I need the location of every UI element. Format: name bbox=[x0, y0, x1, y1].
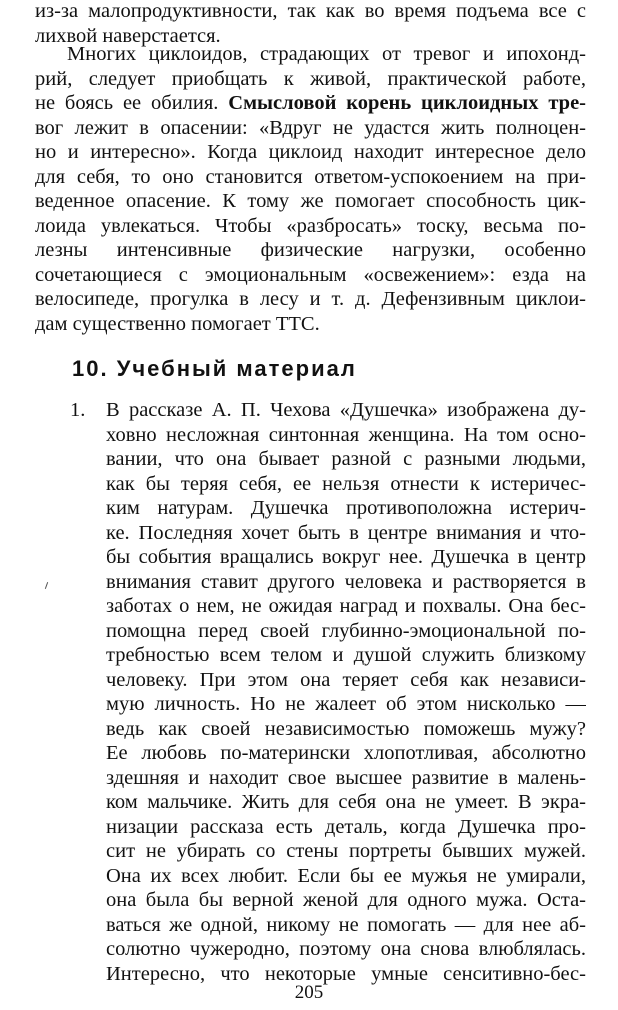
text-line: низации рассказа есть деталь, когда Душечка про- bbox=[106, 815, 586, 838]
text-line: ке. Последняя хочет быть в центре внимания и что- bbox=[106, 521, 586, 544]
text-line: человеку. При этом она теряет себя как независи- bbox=[106, 668, 586, 691]
text-line: для себя, то оно становится ответом-успокоением на при- bbox=[35, 165, 586, 188]
text-line: лезны интенсивные физические нагрузки, особенно bbox=[35, 239, 586, 261]
text-line: Многих циклоидов, страдающих от тревог и ипохонд- bbox=[67, 43, 586, 65]
text-line: велосипеде, прогулка в лесу и т. д. Дефензивным циклои- bbox=[35, 288, 586, 310]
list-item-number: 1. bbox=[70, 399, 86, 421]
text-line: бы события вращались вокруг нее. Душечка в центр bbox=[106, 546, 586, 568]
text-line: вог лежит в опасении: «Вдруг не удастся жить полноцен- bbox=[35, 116, 586, 139]
text-line: сит не убирать со стены портреты бывших мужей. bbox=[106, 840, 586, 862]
text-line: лоида увлекаться. Чтобы «разбросать» тоску, весьма по- bbox=[35, 214, 586, 237]
text-line: солютно чужеродно, поэтому она снова влюблялась. bbox=[106, 938, 586, 960]
text-line: мую личность. Но не жалеет об этом нисколько — bbox=[106, 693, 586, 715]
text-line: вании, что она бывает разной с разными людьми, bbox=[106, 448, 586, 470]
text-line: лихвой наверстается. bbox=[35, 24, 221, 47]
text-line: она была бы верной женой для одного мужа. Оста- bbox=[106, 889, 586, 911]
page-number: 205 bbox=[294, 982, 324, 1003]
text-line: В рассказе А. П. Чехова «Душечка» изображена ду- bbox=[106, 399, 586, 421]
intro-text bbox=[35, 0, 586, 48]
margin-mark bbox=[45, 582, 48, 589]
text-line: ким натурам. Душечка противоположна истерич- bbox=[106, 497, 586, 519]
text-line: Ее любовь по-матерински хлопотливая, абсолютно bbox=[106, 742, 586, 764]
text-line: Она их всех любит. Если бы ее мужья не умирали, bbox=[106, 864, 586, 887]
text-line: сочетающиеся с эмоциональным «освежением»: езда на bbox=[35, 263, 586, 286]
text-line: веденное опасение. К тому же помогает способность цик- bbox=[35, 190, 586, 212]
text-line: ком мальчике. Жить для себя она не умеет. В экра- bbox=[106, 791, 586, 813]
text-line: ведь как своей независимостью поможешь мужу? bbox=[106, 717, 586, 740]
text-line: Интересно, что некоторые умные сенситивно-бес- bbox=[106, 962, 586, 985]
list-item-text bbox=[106, 398, 586, 986]
text-line: помощна перед своей глубинно-эмоциональной по- bbox=[106, 619, 586, 642]
text-line: внимания ставит другого человека и растворяется в bbox=[106, 570, 586, 593]
text-line: как бы теряя себя, ее нельзя отнести к истеричес- bbox=[106, 472, 586, 495]
text-line-with-bold bbox=[35, 91, 586, 116]
text-line: но и интересно». Когда циклоид находит интересное дело bbox=[35, 141, 586, 163]
text-line: рий, следует приобщать к живой, практической работе, bbox=[35, 67, 586, 90]
text-line: дам существенно помогает ТТС. bbox=[35, 312, 320, 335]
text-line: требностью всем телом и душой служить близкому bbox=[106, 644, 586, 666]
text-line: ховно несложная синтонная женщина. На том осно- bbox=[106, 423, 586, 446]
bold-phrase: Смысловой корень циклоидных тре- bbox=[228, 92, 586, 114]
text-line: ваться же одной, никому не помогать — для нее аб- bbox=[106, 913, 586, 936]
text-line: из-за малопродуктивности, так как во время подъема все с bbox=[35, 0, 586, 22]
paragraph-cycloid-anxiety bbox=[35, 42, 586, 336]
text-line: здешняя и находит свое высшее развитие в малень- bbox=[106, 766, 586, 789]
text-fragment: не боясь ее обилия. bbox=[35, 92, 219, 114]
section-heading: 10. Учебный материал bbox=[72, 356, 357, 381]
text-line: заботах о нем, не ожидая наград и похвалы. Она бес- bbox=[106, 595, 586, 617]
